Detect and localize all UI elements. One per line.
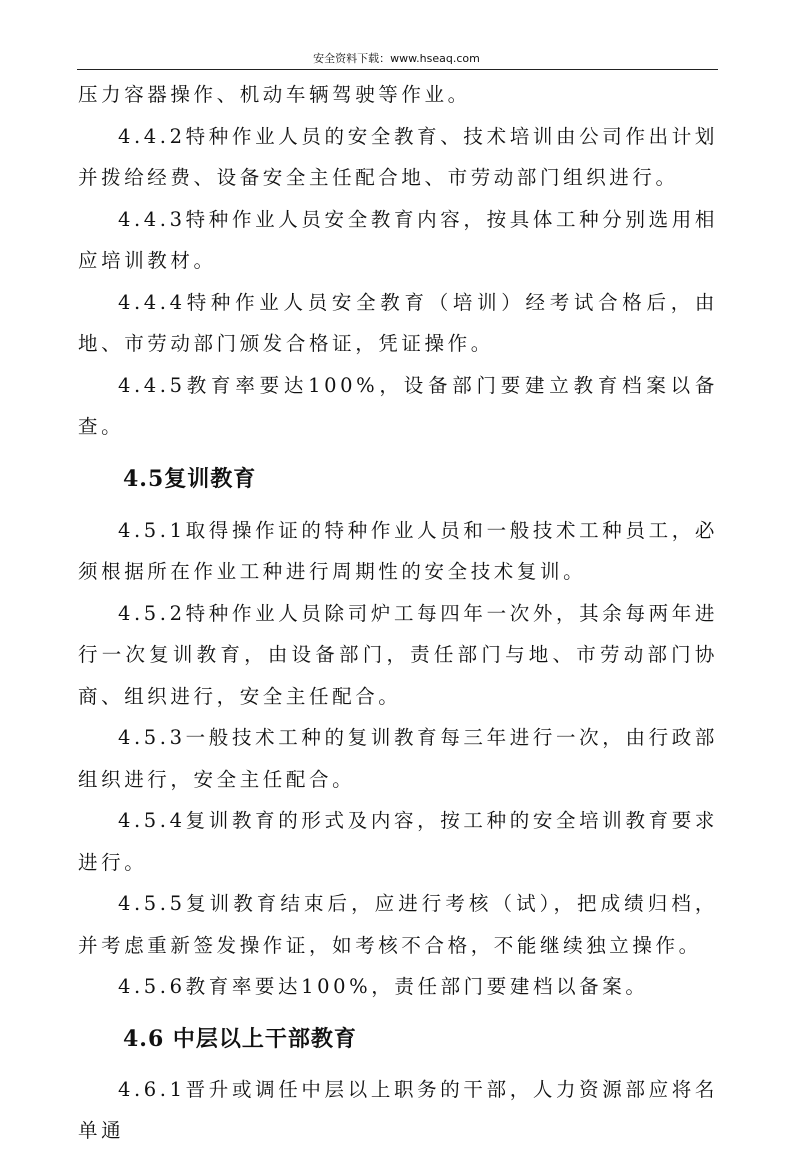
paragraph-4-5-2: 4.5.2特种作业人员除司炉工每四年一次外，其余每两年进行一次复训教育，由设备部门，责任部门与地、市劳动部门协商、组织进行，安全主任配合。: [78, 601, 718, 708]
paragraph-continuation: 压力容器操作、机动车辆驾驶等作业。: [78, 83, 471, 106]
page-header: 安全资料下载：www.hseaq.com: [313, 52, 480, 65]
paragraph-4-4-4: 4.4.4特种作业人员安全教育（培训）经考试合格后，由地、市劳动部门颁发合格证，凭证操作。: [78, 290, 718, 355]
section-heading-4-5: 4.5复训教育: [123, 465, 257, 492]
document-body: [78, 74, 718, 1152]
paragraph-4-5-3: 4.5.3一般技术工种的复训教育每三年进行一次，由行政部组织进行，安全主任配合。: [78, 726, 718, 791]
paragraph-4-4-2: 4.4.2特种作业人员的安全教育、技术培训由公司作出计划并拨给经费、设备安全主任配合地、市劳动部门组织进行。: [78, 124, 718, 189]
paragraph-4-5-1: 4.5.1取得操作证的特种作业人员和一般技术工种员工，必须根据所在作业工种进行周期性的安全技术复训。: [78, 518, 718, 583]
paragraph-4-4-3: 4.4.3特种作业人员安全教育内容，按具体工种分别选用相应培训教材。: [78, 207, 718, 272]
section-heading-4-6: 4.6 中层以上干部教育: [123, 1025, 357, 1052]
paragraph-4-6-1: 4.6.1晋升或调任中层以上职务的干部，人力资源部应将名单通: [78, 1077, 718, 1142]
header-divider: [77, 69, 718, 70]
paragraph-4-5-6: 4.5.6教育率要达100%，责任部门要建档以备案。: [118, 975, 649, 998]
paragraph-4-5-4: 4.5.4复训教育的形式及内容，按工种的安全培训教育要求进行。: [78, 809, 718, 874]
paragraph-4-5-5: 4.5.5复训教育结束后，应进行考核（试），把成绩归档，并考虑重新签发操作证，如考核不合格，不能继续独立操作。: [78, 892, 718, 957]
paragraph-4-4-5: 4.4.5教育率要达100%，设备部门要建立教育档案以备查。: [78, 373, 718, 438]
